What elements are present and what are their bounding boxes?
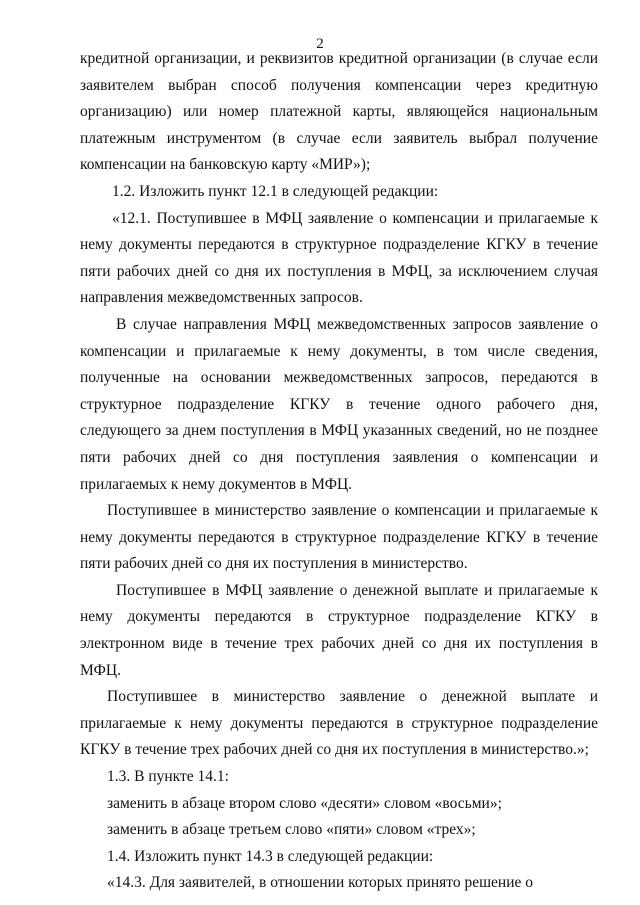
paragraph-interagency-requests: В случае направления МФЦ межведомственных запросов заявление о компенсации и прилагаемые к нему документы, в том числе сведения, полученные на основании межведомственных запросов, передаются в структурное подразделение КГКУ в течение одного рабочего дня, следующего за днем поступления в МФЦ указанных сведений, но не позднее пяти рабочих дней со дня поступления заявления о компенсации и прилагаемых к нему документов в МФЦ. xyxy=(80,315,598,493)
paragraph-12-1: «12.1. Поступившее в МФЦ заявление о компенсации и прилагаемые к нему документы передаются в структурное подразделение КГКУ в течение пяти рабочих дней со дня их поступления в МФЦ, за исключением случая направления межведомственных запросов. xyxy=(80,209,598,307)
paragraph-14-3: «14.3. Для заявителей, в отношении которых принято решение о xyxy=(107,874,534,892)
paragraph-1-2-heading: 1.2. Изложить пункт 12.1 в следующей редакции: xyxy=(112,182,439,200)
paragraph-mfc-cash-payment: Поступившее в МФЦ заявление о денежной выплате и прилагаемые к нему документы передаются в структурное подразделение КГКУ в электронном виде в течение трех рабочих дней со дня их поступления в МФЦ. xyxy=(80,581,598,679)
document-body xyxy=(80,46,598,897)
paragraph-bank-details: кредитной организации, и реквизитов кредитной организации (в случае если заявителем выбран способ получения компенсации через кредитную организацию) или номер платежной карты, являющейся национальным платежным инструментом (в случае если заявитель выбрал получение компенсации на банковскую карту «МИР»); xyxy=(80,50,598,174)
paragraph-ministry-compensation: Поступившее в министерство заявление о компенсации и прилагаемые к нему документы передаются в структурное подразделение КГКУ в течение пяти рабочих дней со дня их поступления в министерство. xyxy=(80,502,598,573)
paragraph-1-4-heading: 1.4. Изложить пункт 14.3 в следующей редакции: xyxy=(107,847,434,865)
paragraph-1-3-heading: 1.3. В пункте 14.1: xyxy=(107,768,229,786)
page-number: 2 xyxy=(316,36,324,52)
paragraph-replace-ten: заменить в абзаце втором слово «десяти» словом «восьми»; xyxy=(107,794,502,812)
paragraph-ministry-cash-payment: Поступившее в министерство заявление о денежной выплате и прилагаемые к нему документы передаются в структурное подразделение КГКУ в течение трех рабочих дней со дня их поступления в министерство.»; xyxy=(80,688,598,759)
paragraph-replace-five: заменить в абзаце третьем слово «пяти» словом «трех»; xyxy=(107,821,476,839)
